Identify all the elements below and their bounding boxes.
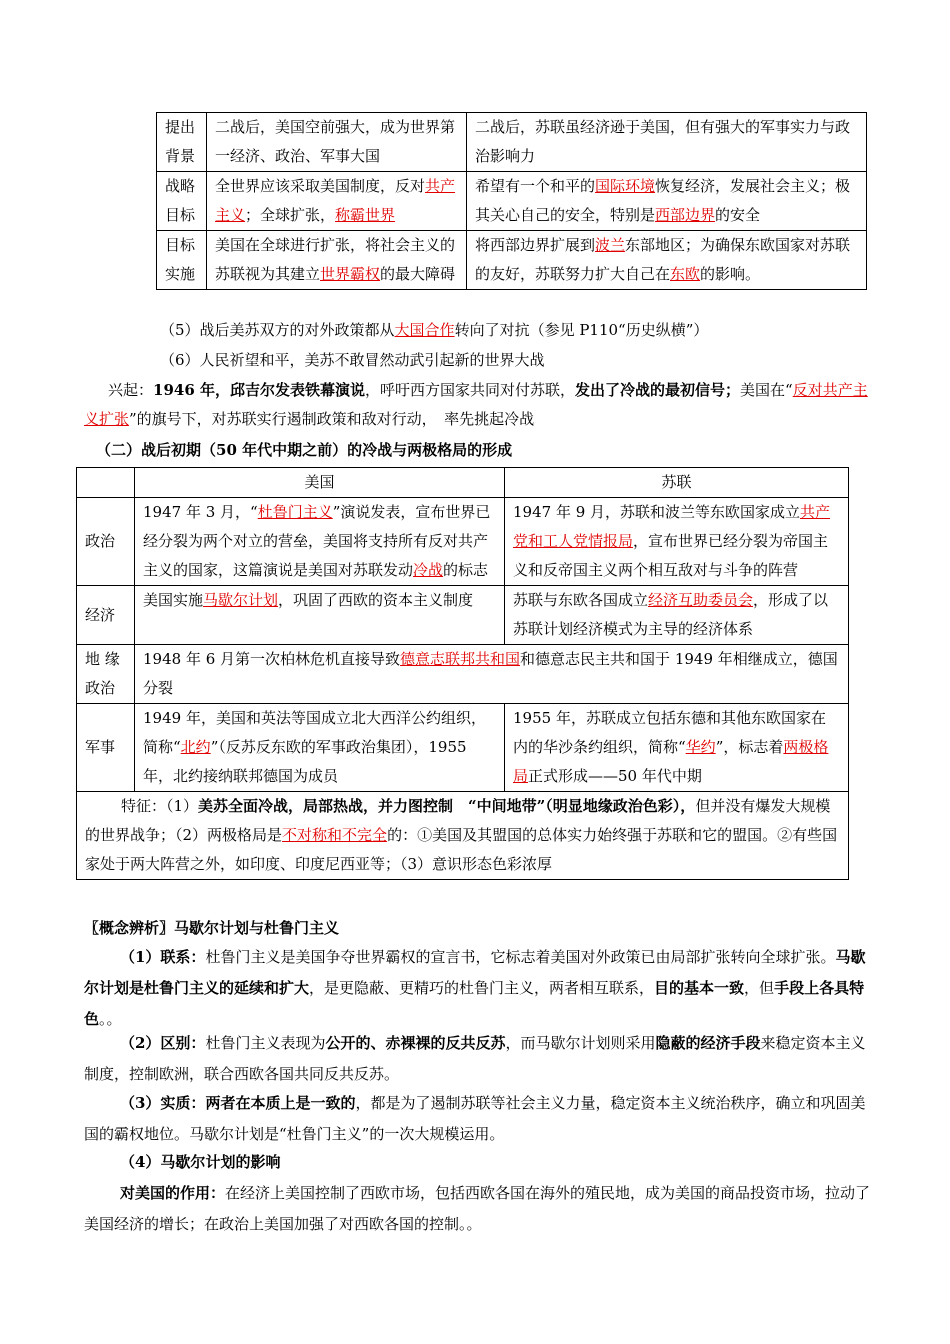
table-row <box>77 792 849 880</box>
us-cell: 二战后，美国空前强大，成为世界第一经济、政治、军事大国 <box>207 113 467 172</box>
row-label: 政治 <box>77 498 135 586</box>
row-label: 经济 <box>77 586 135 645</box>
su-cell: 二战后，苏联虽经济逊于美国，但有强大的军事实力与政治影响力 <box>467 113 867 172</box>
su-cell: 1955 年，苏联成立包括东德和其他东欧国家在内的华沙条约组织，简称“华约”，标志着两极格局正式形成——50 年代中期 <box>505 704 849 792</box>
su-cell: 苏联与东欧各国成立经济互助委员会，形成了以苏联计划经济模式为主导的经济体系 <box>505 586 849 645</box>
su-cell: 希望有一个和平的国际环境恢复经济，发展社会主义；极其关心自己的安全，特别是西部边界的安全 <box>467 172 867 231</box>
feature-cell: 特征：（1）美苏全面冷战，局部热战，并力图控制 “中间地带”（明显地缘政治色彩），但并没有爆发大规模的世界战争；（2）两极格局是不对称和不完全的：①美国及其盟国的总体实力始终强于苏联和它的盟国。②有些国家处于两大阵营之外，如印度、印度尼西亚等；（3）意识形态色彩浓厚 <box>77 792 849 880</box>
us-cell: 美国实施马歇尔计划，巩固了西欧的资本主义制度 <box>135 586 505 645</box>
concept-3: （3）实质：两者在本质上是一致的，都是为了遏制苏联等社会主义力量，稳定资本主义统治秩序，确立和巩固美国的霸权地位。马歇尔计划是“杜鲁门主义”的一次大规模运用。 <box>84 1094 866 1143</box>
concept-5: 对美国的作用：在经济上美国控制了西欧市场，包括西欧各国在海外的殖民地，成为美国的商品投资市场，拉动了美国经济的增长；在政治上美国加强了对西欧各国的控制。。 <box>84 1184 871 1233</box>
us-cell: 全世界应该采取美国制度，反对共产主义；全球扩张，称霸世界 <box>207 172 467 231</box>
su-cell: 将西部边界扩展到波兰东部地区；为确保东欧国家对苏联的友好，苏联努力扩大自己在东欧的影响。 <box>467 231 867 290</box>
table-row <box>157 231 867 290</box>
row-label: 目标实施 <box>157 231 207 290</box>
us-cell: 1949 年，美国和英法等国成立北大西洋公约组织，简称“北约”（反苏反东欧的军事政治集团），1955 年，北约接纳联邦德国为成员 <box>135 704 505 792</box>
paragraph-5: （5）战后美苏双方的对外政策都从大国合作转向了对抗（参见 P110“历史纵横”） <box>160 321 709 339</box>
strategy-table <box>156 112 867 290</box>
table-header-row <box>77 468 849 498</box>
table-row <box>157 113 867 172</box>
table-row <box>77 704 849 792</box>
header-us: 美国 <box>135 468 505 498</box>
su-cell: 1947 年 9 月，苏联和波兰等东欧国家成立共产党和工人党情报局，宣布世界已经分裂为帝国主义和反帝国主义两个相互敌对与斗争的阵营 <box>505 498 849 586</box>
row-label: 提出背景 <box>157 113 207 172</box>
section-title: （二）战后初期（50 年代中期之前）的冷战与两极格局的形成 <box>96 441 513 459</box>
concept-1: （1）联系：杜鲁门主义是美国争夺世界霸权的宣言书，它标志着美国对外政策已由局部扩张转向全球扩张。马歇尔计划是杜鲁门主义的延续和扩大，是更隐蔽、更精巧的杜鲁门主义，两者相互联系，目的基本一致，但手段上各具特色。。 <box>84 948 866 1028</box>
table-row <box>77 586 849 645</box>
us-cell: 美国在全球进行扩张，将社会主义的苏联视为其建立世界霸权的最大障碍 <box>207 231 467 290</box>
concept-title: 〖概念辨析〗马歇尔计划与杜鲁门主义 <box>84 919 340 937</box>
row-label: 地 缘政治 <box>77 645 135 704</box>
table-row <box>157 172 867 231</box>
xingqi-paragraph: 兴起：1946 年，邱吉尔发表铁幕演说，呼吁西方国家共同对付苏联，发出了冷战的最初信号；美国在“反对共产主义扩张”的旗号下，对苏联实行遏制政策和敌对行动， 率先挑起冷战 <box>84 381 868 428</box>
us-cell: 1947 年 3 月，“杜鲁门主义”演说发表，宣布世界已经分裂为两个对立的营垒，美国将支持所有反对共产主义的国家，这篇演说是美国对苏联发动冷战的标志 <box>135 498 505 586</box>
cold-war-table <box>76 467 849 880</box>
table-row <box>77 498 849 586</box>
row-label: 战略目标 <box>157 172 207 231</box>
concept-2: （2）区别：杜鲁门主义表现为公开的、赤裸裸的反共反苏，而马歇尔计划则采用隐蔽的经济手段来稳定资本主义制度，控制欧洲，联合西欧各国共同反共反苏。 <box>84 1034 866 1083</box>
paragraph-6: （6）人民祈望和平，美苏不敢冒然动武引起新的世界大战 <box>160 351 545 369</box>
header-su: 苏联 <box>505 468 849 498</box>
concept-4: （4）马歇尔计划的影响 <box>120 1153 281 1171</box>
table-row <box>77 645 849 704</box>
row-label: 军事 <box>77 704 135 792</box>
geo-cell: 1948 年 6 月第一次柏林危机直接导致德意志联邦共和国和德意志民主共和国于 1949 年相继成立，德国分裂 <box>135 645 849 704</box>
